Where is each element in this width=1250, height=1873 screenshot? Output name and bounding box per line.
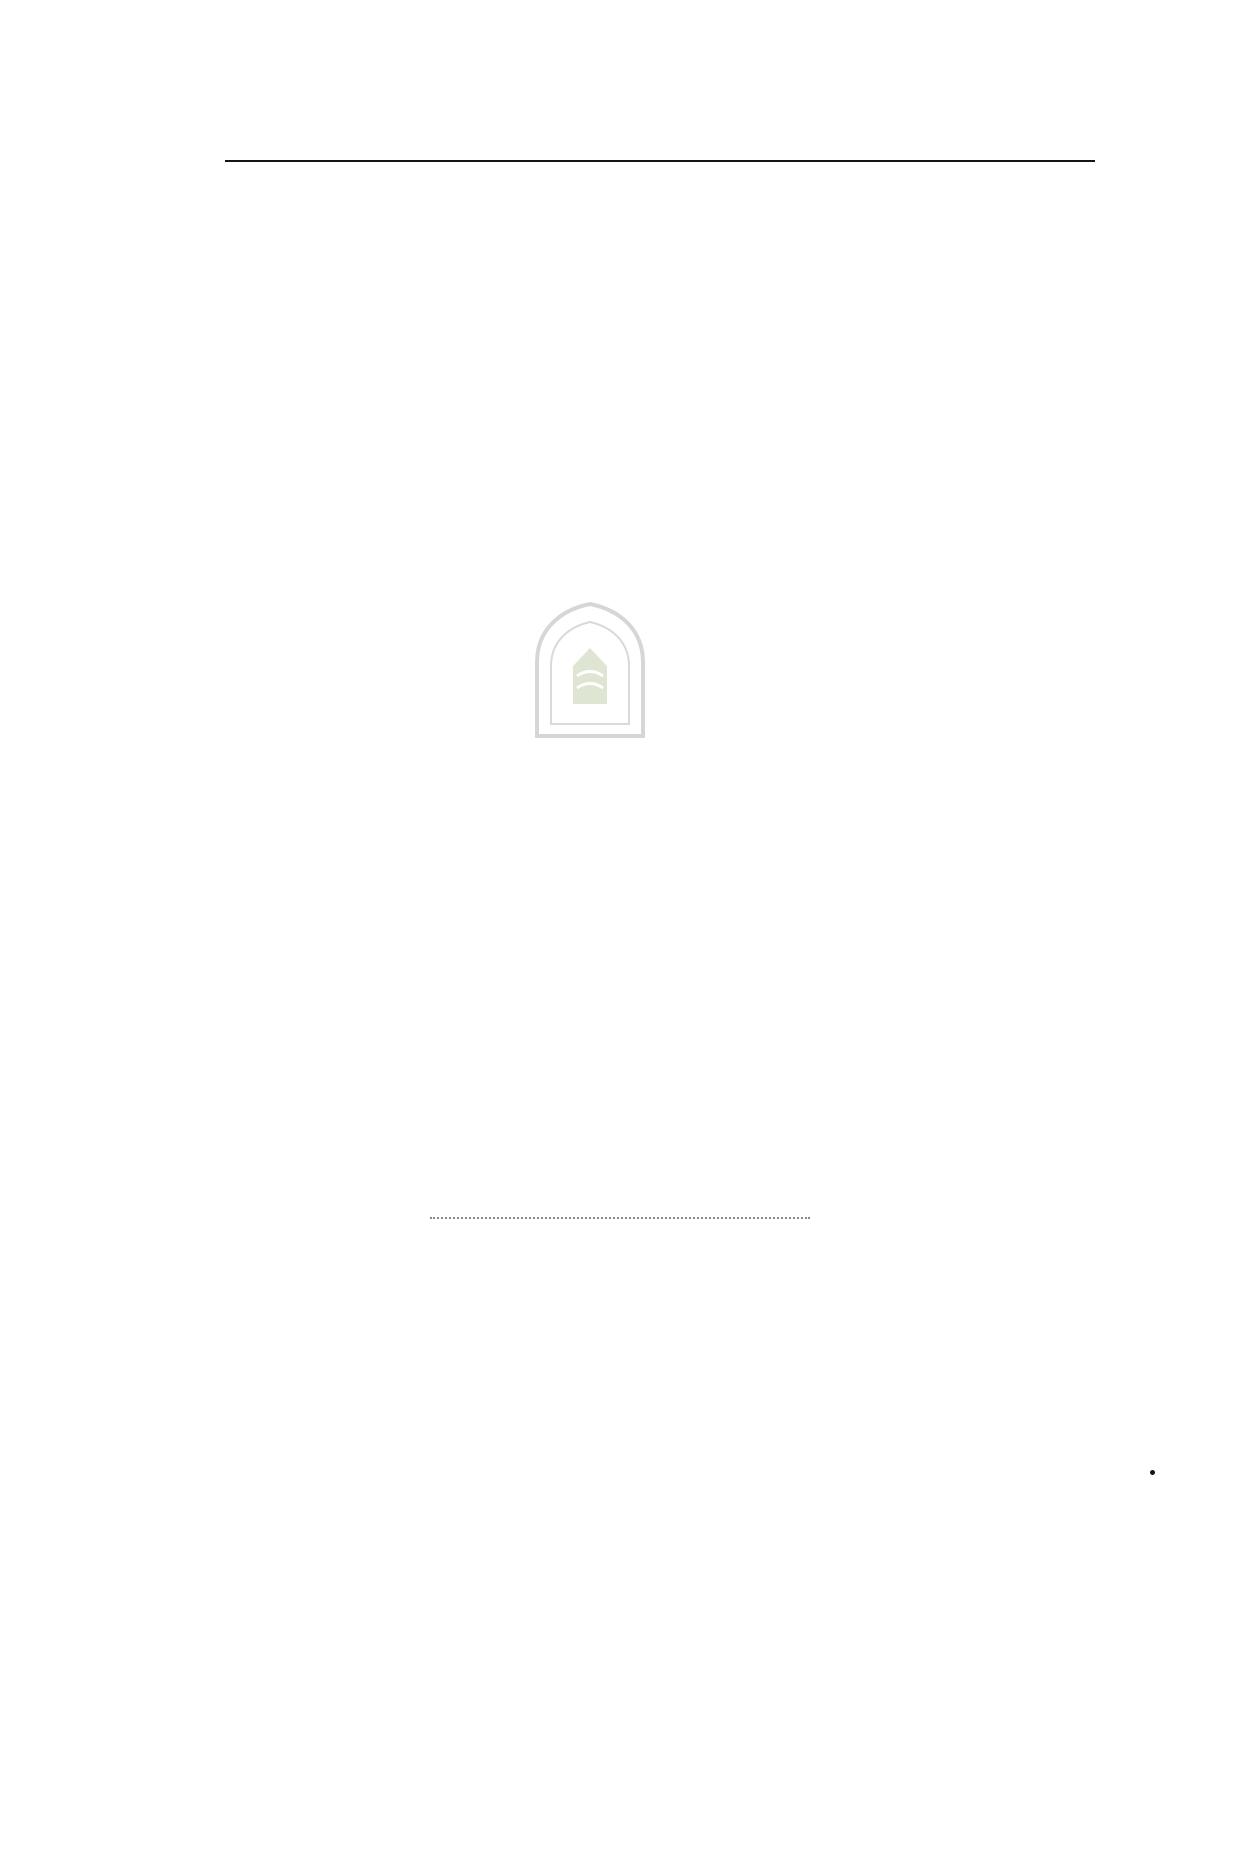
signature-line — [222, 1150, 1102, 1200]
page-header — [225, 95, 1095, 155]
scan-speck — [1150, 1470, 1155, 1475]
library-emblem-icon — [515, 600, 665, 740]
section-divider — [430, 1217, 810, 1219]
section-heading — [460, 1238, 840, 1378]
watermark-text — [472, 736, 848, 789]
header-rule — [225, 160, 1095, 162]
library-emblem-graphic — [515, 600, 665, 740]
